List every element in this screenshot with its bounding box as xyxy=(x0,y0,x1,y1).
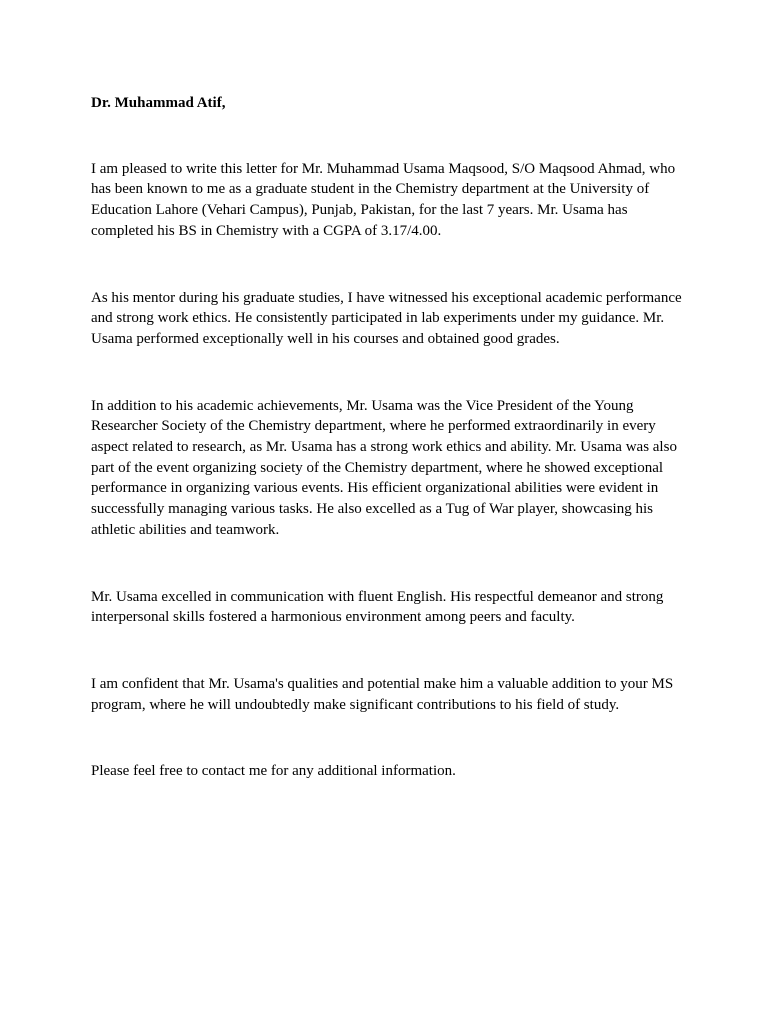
paragraph-communication: Mr. Usama excelled in communication with fluent English. His respectful demeanor and strong interpersonal skills fostered a harmonious environment among peers and faculty. xyxy=(91,588,664,626)
paragraph-introduction: I am pleased to write this letter for Mr. Muhammad Usama Maqsood, S/O Maqsood Ahmad, who has been known to me as a graduate student in the Chemistry department at the University of Education Lahore (Vehari Campus), Punjab, Pakistan, for the last 7 years. Mr. Usama has completed his BS in Chemistry with a CGPA of 3.17/4.00. xyxy=(91,160,676,239)
paragraph-activities: In addition to his academic achievements, Mr. Usama was the Vice President of the Young Researcher Society of the Chemistry department, where he performed extraordinarily in every aspect related to research, as Mr. Usama has a strong work ethics and ability. Mr. Usama was also part of the event organizing society of the Chemistry department, where he showed exceptional performance in organizing various events. His efficient organizational abilities were evident in successfully managing various tasks. He also excelled as a Tug of War player, showcasing his athletic abilities and teamwork. xyxy=(91,397,677,538)
paragraph-mentorship: As his mentor during his graduate studies, I have witnessed his exceptional academic performance and strong work ethics. He consistently participated in lab experiments under my guidance. Mr. Usama performed exceptionally well in his courses and obtained good grades. xyxy=(91,289,682,347)
salutation: Dr. Muhammad Atif, xyxy=(91,95,226,111)
paragraph-recommendation: I am confident that Mr. Usama's qualities and potential make him a valuable addition to your MS program, where he will undoubtedly make significant contributions to his field of study. xyxy=(91,675,674,713)
paragraph-closing: Please feel free to contact me for any additional information. xyxy=(91,763,456,780)
letter-body xyxy=(91,93,691,782)
